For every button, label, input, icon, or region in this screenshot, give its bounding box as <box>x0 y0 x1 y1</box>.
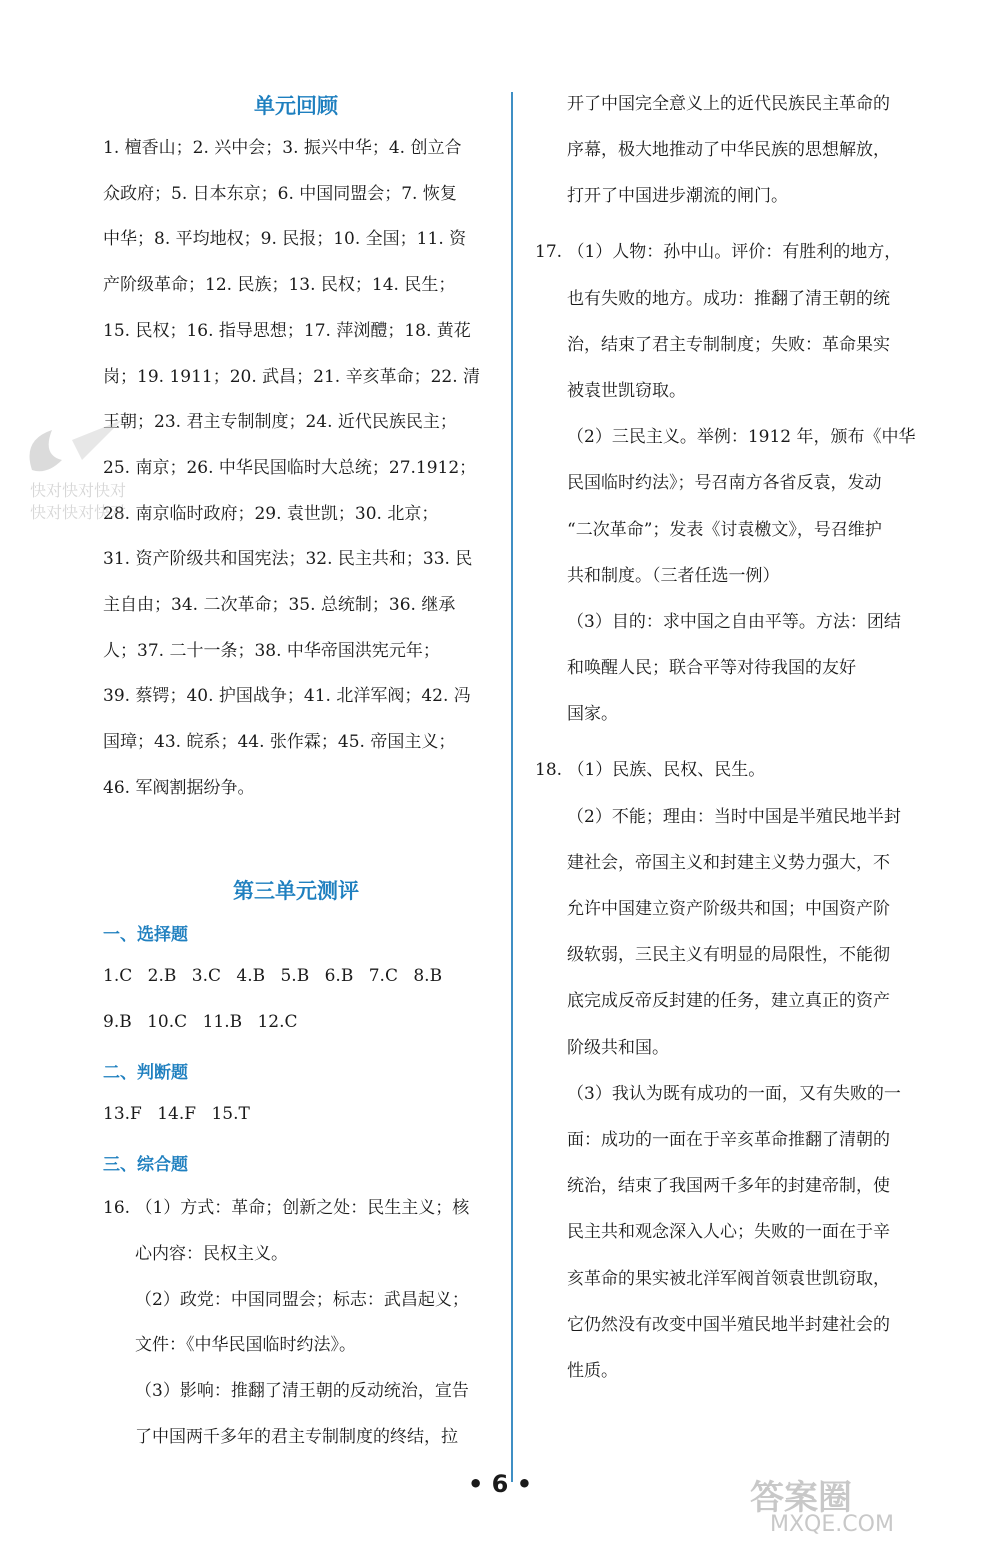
text-line: 和唤醒人民；联合平等对待我国的友好 <box>567 658 856 679</box>
text-line: 性质。 <box>567 1361 618 1381</box>
text-line: 46. 军阀割据纷争。 <box>103 777 255 798</box>
text-line: 了中国两千多年的君主专制制度的终结，拉 <box>135 1427 458 1447</box>
text-line: 允许中国建立资产阶级共和国；中国资产阶 <box>567 899 890 919</box>
review-title: 单元回顾 <box>254 94 338 118</box>
watermark-left-text-2: 快对快对快对 <box>30 503 127 522</box>
text-line: 被袁世凯窃取。 <box>567 381 686 401</box>
text-line: 心内容：民权主义。 <box>135 1243 288 1264</box>
text-line: 治，结束了君主专制制度；失败：革命果实 <box>567 334 890 355</box>
text-line: 25. 南京；26. 中华民国临时大总统；27.1912； <box>103 457 477 478</box>
section-choice: 一、选择题 <box>103 925 188 945</box>
text-line: 18. （1）民族、民权、民生。 <box>535 760 766 781</box>
text-line: 产阶级革命；12. 民族；13. 民权；14. 民生； <box>103 275 456 296</box>
text-line: 39. 蔡锷；40. 护国战争；41. 北洋军阀；42. 冯 <box>103 686 471 707</box>
text-line: 15. 民权；16. 指导思想；17. 萍浏醴；18. 黄花 <box>103 320 471 341</box>
page-number: • 6 • <box>467 1470 533 1498</box>
text-line: 主自由；34. 二次革命；35. 总统制；36. 继承 <box>103 595 456 615</box>
text-line: （3）我认为既有成功的一面，又有失败的一 <box>567 1083 901 1104</box>
text-line: 打开了中国进步潮流的闸门。 <box>567 186 788 207</box>
text-line: 亥革命的果实被北洋军阀首领袁世凯窃取， <box>567 1268 890 1289</box>
text-line: 也有失败的地方。成功：推翻了清王朝的统 <box>567 288 890 309</box>
text-line: 它仍然没有改变中国半殖民地半封建社会的 <box>567 1314 890 1335</box>
text-line: 民国临时约法》；号召南方各省反袁，发动 <box>567 473 882 494</box>
text-line: 人；37. 二十一条；38. 中华帝国洪宪元年； <box>103 640 440 661</box>
test-title: 第三单元测评 <box>233 879 359 903</box>
text-line: 国家。 <box>567 704 618 725</box>
text-line: （3）影响：推翻了清王朝的反动统治，宣告 <box>135 1381 469 1402</box>
text-line: 开了中国完全意义上的近代民族民主革命的 <box>567 94 890 114</box>
text-line: 岗；19. 1911；20. 武昌；21. 辛亥革命；22. 清 <box>103 366 481 387</box>
text-line: 建社会，帝国主义和封建主义势力强大，不 <box>567 852 890 873</box>
text-line: 17. （1）人物：孙中山。评价：有胜利的地方， <box>535 242 902 263</box>
choice-answers-row2: 9.B 10.C 11.B 12.C <box>103 1012 298 1032</box>
section-judge: 二、判断题 <box>103 1063 188 1083</box>
text-line: 统治，结束了我国两千多年的封建帝制，使 <box>567 1176 890 1197</box>
text-line: 16. （1）方式：革命；创新之处：民生主义；核 <box>103 1198 470 1218</box>
text-line: 底完成反帝反封建的任务，建立真正的资产 <box>567 991 890 1012</box>
text-line: 文件：《中华民国临时约法》。 <box>135 1335 356 1356</box>
text-line: 28. 南京临时政府；29. 袁世凯；30. 北京； <box>103 503 439 524</box>
watermark-left <box>12 400 152 540</box>
text-line: 序幕，极大地推动了中华民族的思想解放， <box>567 140 890 161</box>
text-line: 31. 资产阶级共和国宪法；32. 民主共和；33. 民 <box>103 549 473 570</box>
text-line: 国璋；43. 皖系；44. 张作霖；45. 帝国主义； <box>103 732 456 753</box>
text-line: 1. 檀香山；2. 兴中会；3. 振兴中华；4. 创立合 <box>103 138 462 158</box>
watermark-left-text-1: 快对快对快对 <box>30 481 127 500</box>
text-line: 王朝；23. 君主专制制度；24. 近代民族民主； <box>103 412 457 433</box>
section-comprehensive: 三、综合题 <box>103 1155 188 1175</box>
text-line: 阶级共和国。 <box>567 1037 669 1058</box>
text-line: 民主共和观念深入人心；失败的一面在于辛 <box>567 1222 890 1243</box>
text-line: “二次革命”；发表《讨袁檄文》，号召维护 <box>567 519 882 540</box>
text-line: 级软弱，三民主义有明显的局限性，不能彻 <box>567 945 890 966</box>
text-line: （2）不能；理由：当时中国是半殖民地半封 <box>567 806 901 827</box>
text-line: （2）三民主义。举例：1912 年，颁布《中华 <box>567 427 916 448</box>
text-line: （3）目的：求中国之自由平等。方法：团结 <box>567 612 901 632</box>
judge-answers: 13.F 14.F 15.T <box>103 1104 250 1124</box>
text-line: 共和制度。（三者任选一例） <box>567 565 780 586</box>
text-line: （2）政党：中国同盟会；标志：武昌起义； <box>135 1289 469 1310</box>
text-line: 中华；8. 平均地权；9. 民报；10. 全国；11. 资 <box>103 229 467 250</box>
text-line: 面：成功的一面在于辛亥革命推翻了清朝的 <box>567 1130 890 1150</box>
column-divider <box>511 92 513 1482</box>
watermark-right-logo: 答案圈 <box>750 1478 852 1518</box>
text-line: 众政府；5. 日本东京；6. 中国同盟会；7. 恢复 <box>103 183 457 204</box>
watermark-right-url: MXQE.COM <box>770 1512 894 1537</box>
watermark-right <box>740 1470 980 1540</box>
choice-answers-row1: 1.C 2.B 3.C 4.B 5.B 6.B 7.C 8.B <box>103 966 443 986</box>
